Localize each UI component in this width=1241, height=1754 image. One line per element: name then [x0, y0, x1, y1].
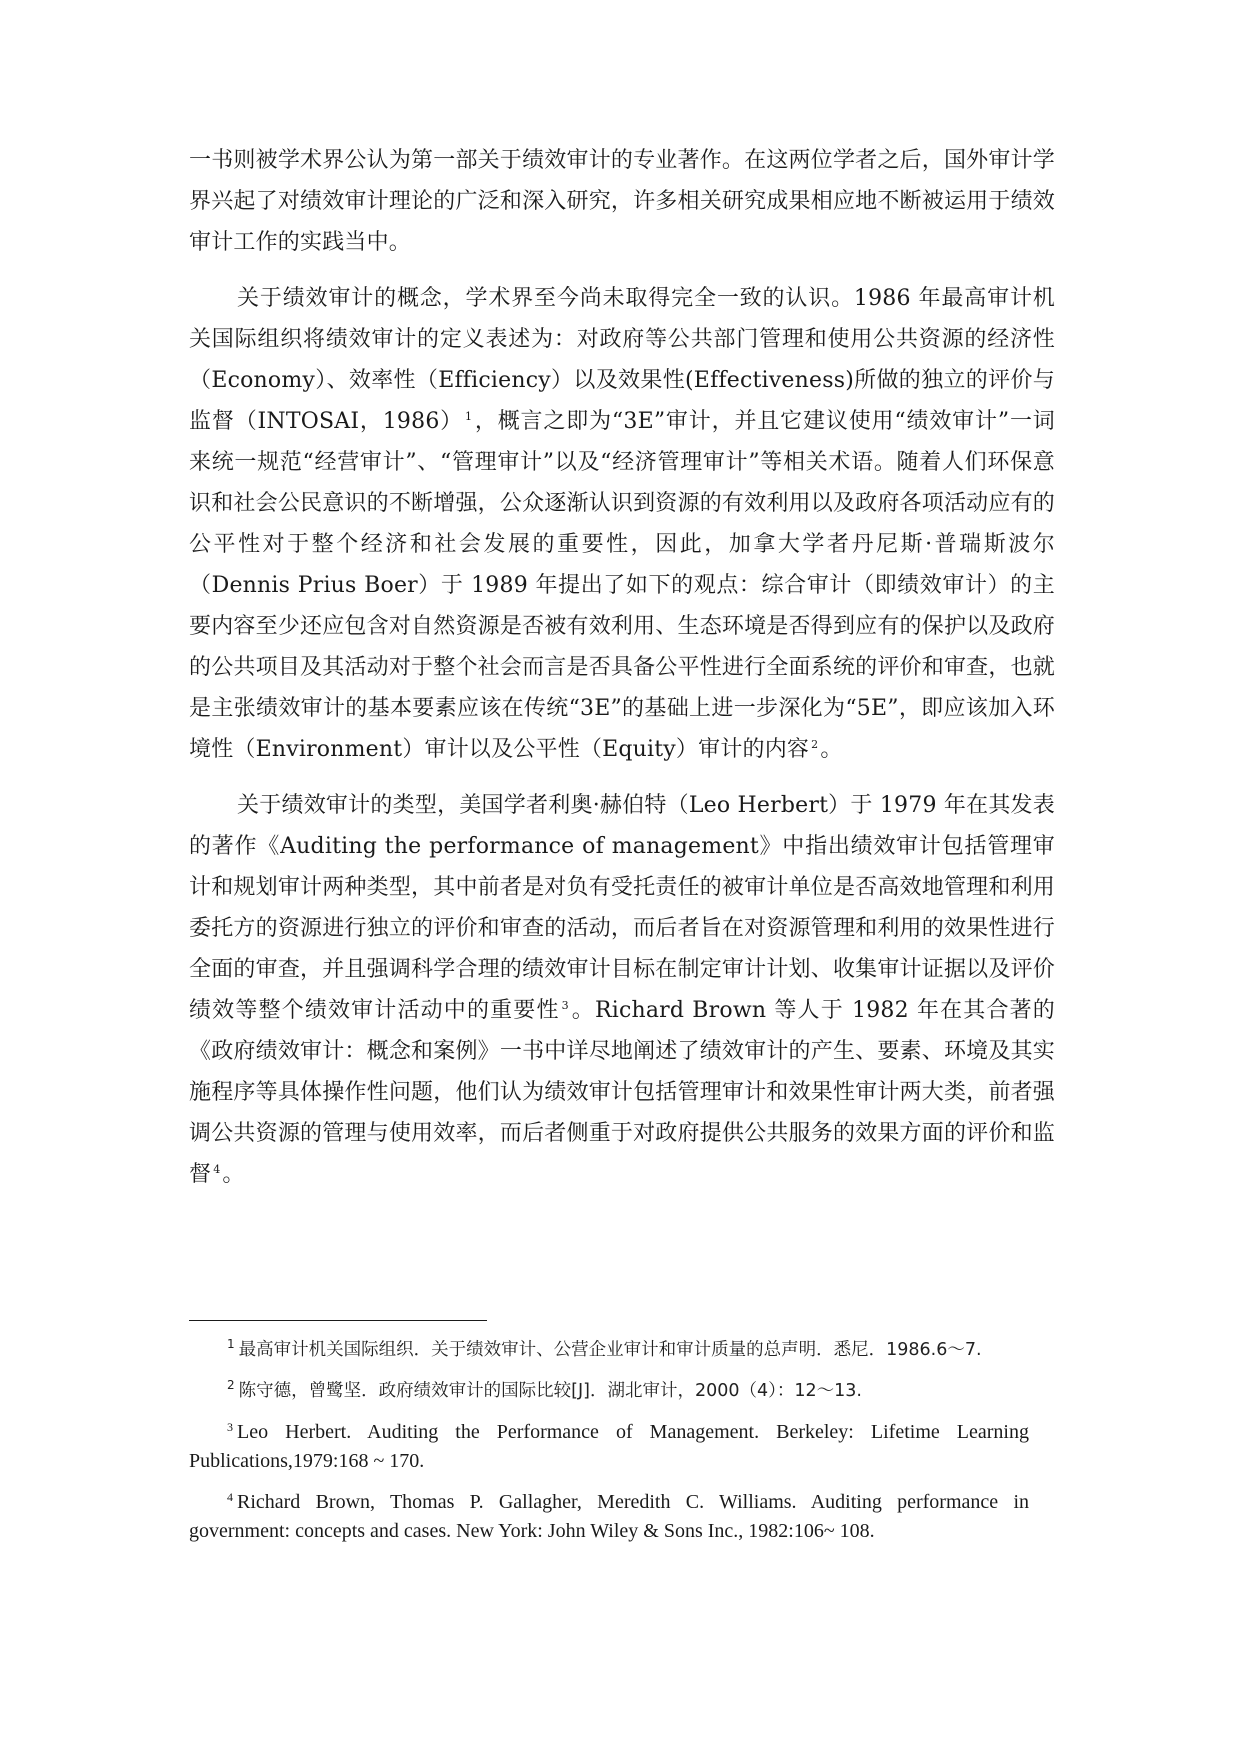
footnote-3-text: Leo Herbert. Auditing the Performance of Management. Berkeley: Lifetime Learning Publications,1979:168 ~ 170.: [189, 1421, 1029, 1472]
footnotes: [189, 1336, 1029, 1558]
paragraph-continuation: 一书则被学术界公认为第一部关于绩效审计的专业著作。在这两位学者之后，国外审计学界兴起了对绩效审计理论的广泛和深入研究，许多相关研究成果相应地不断被运用于绩效审计工作的实践当中。: [189, 148, 1055, 255]
footnote-4-number: 4: [227, 1489, 233, 1504]
footnote-2-number: 2: [227, 1377, 235, 1392]
paragraph-concept-text-c: 。: [820, 737, 843, 762]
footnote-4-text: Richard Brown, Thomas P. Gallagher, Meredith C. Williams. Auditing performance in government: concepts and cases. New York: John Wiley & Sons Inc., 1982:106~ 108.: [189, 1491, 1029, 1542]
footnote-2-text: 陈守德，曾鹭坚．政府绩效审计的国际比较[J]．湖北审计，2000（4）：12～13.: [238, 1381, 862, 1401]
paragraph-types-text-a: 关于绩效审计的类型，美国学者利奥·赫伯特（Leo Herbert）于 1979 年在其发表的著作《Auditing the performance of management》中指出绩效审计包括管理审计和规划审计两种类型，其中前者是对负有受托责任的被审计单位是否高效地管理和利用委托方的资源进行独立的评价和审查的活动，而后者旨在对资源管理和利用的效果性进行全面的审查，并且强调科学合理的绩效审计目标在制定审计计划、收集审计证据以及评价绩效等整个绩效审计活动中的重要性: [189, 793, 1055, 1023]
paragraph-concept-text-a: 关于绩效审计的概念，学术界至今尚未取得完全一致的认识。1986 年最高审计机关国际组织将绩效审计的定义表述为：对政府等公共部门管理和使用公共资源的经济性（Economy）、效率性（Efficiency）以及效果性(Effectiveness)所做的独立的评价与监督（INTOSAI，1986）: [189, 286, 1055, 434]
footnote-ref-2[interactable]: 2: [811, 738, 819, 752]
paragraph-types: [189, 785, 1055, 1195]
paragraph-types-text-c: 。: [222, 1162, 245, 1187]
footnote-1-text: 最高审计机关国际组织．关于绩效审计、公营企业审计和审计质量的总声明．悉尼．1986.6～7.: [238, 1340, 982, 1360]
footnote-1-number: 1: [227, 1336, 235, 1351]
footnote-3: [189, 1418, 1029, 1476]
footnote-ref-4[interactable]: 4: [213, 1163, 221, 1177]
paragraph-types-text-b: 。Richard Brown 等人于 1982 年在其合著的《政府绩效审计：概念和案例》一书中详尽地阐述了绩效审计的产生、要素、环境及其实施程序等具体操作性问题，他们认为绩效审计包括管理审计和效果性审计两大类，前者强调公共资源的管理与使用效率，而后者侧重于对政府提供公共服务的效果方面的评价和监督: [189, 998, 1055, 1187]
footnote-ref-3[interactable]: 3: [561, 999, 569, 1013]
footnote-1: [189, 1336, 1029, 1365]
footnote-3-number: 3: [227, 1419, 233, 1434]
paragraph-concept-text-b: ，概言之即为“3E”审计，并且它建议使用“绩效审计”一词来统一规范“经营审计”、“管理审计”以及“经济管理审计”等相关术语。随着人们环保意识和社会公民意识的不断增强，公众逐渐认识到资源的有效利用以及政府各项活动应有的公平性对于整个经济和社会发展的重要性，因此，加拿大学者丹尼斯·普瑞斯波尔（Dennis Prius Boer）于 1989 年提出了如下的观点：综合审计（即绩效审计）的主要内容至少还应包含对自然资源是否被有效利用、生态环境是否得到应有的保护以及政府的公共项目及其活动对于整个社会而言是否具备公平性进行全面系统的评价和审查，也就是主张绩效审计的基本要素应该在传统“3E”的基础上进一步深化为“5E”，即应该加入环境性（Environment）审计以及公平性（Equity）审计的内容: [189, 409, 1055, 762]
footnote-2: [189, 1377, 1029, 1406]
footnote-4: [189, 1488, 1029, 1546]
paragraph-concept: [189, 278, 1055, 770]
body-text: [189, 140, 1055, 1195]
footnote-ref-1[interactable]: 1: [465, 410, 473, 424]
footnote-separator: [189, 1320, 487, 1321]
